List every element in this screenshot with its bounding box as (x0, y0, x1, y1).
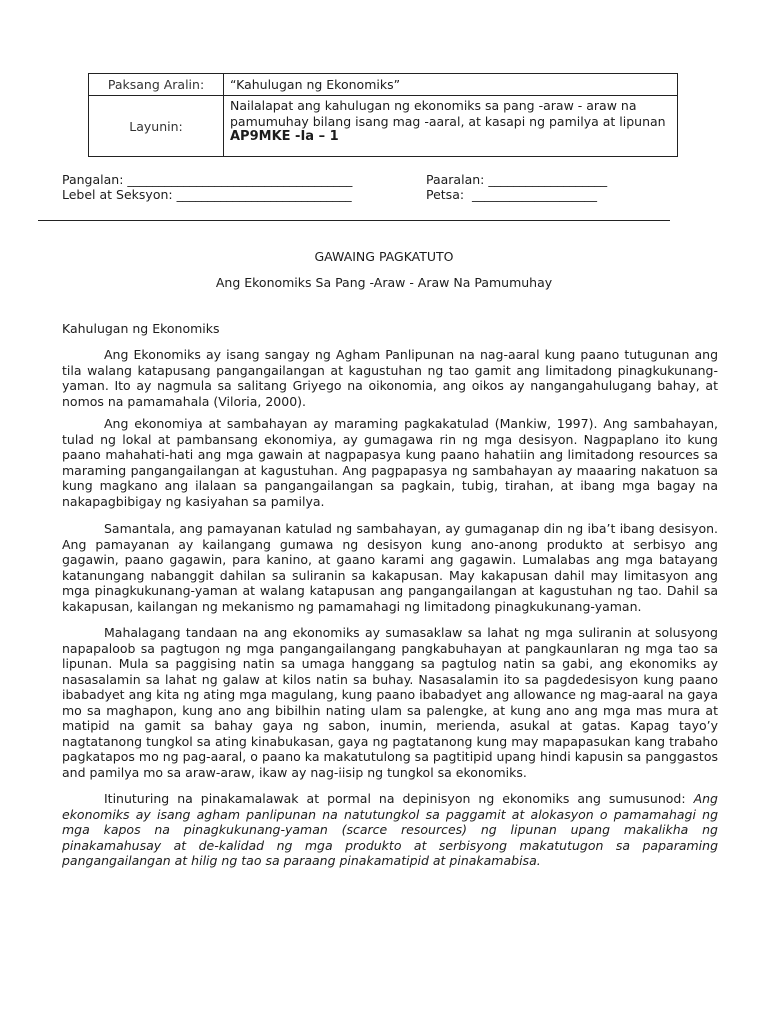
petsa-field: Petsa: ____________________ (426, 187, 598, 202)
lesson-header-table (88, 73, 678, 157)
paragraph-2: Ang ekonomiya at sambahayan ay maraming pagkakatulad (Mankiw, 1997). Ang sambahayan, tulad ng lokal at pambansang ekonomiya, ay gumagawa rin ng mga desisyon. Nagpaplano ito kung paano mahahati-hati ang mga gawain at nagpapasya kung paano hahatiin ang limitadong resources sa maraming pangangailangan at kagustuhan. Ang pagpapasya ng sambahayan ay maaaring nakatuon sa kung magkano ang ilalaan sa pangangailangan sa pagkain, tubig, tirahan, at ibang mga bagay na nakapagbibigay ng kasiyahan sa pamilya. (62, 416, 718, 509)
paksang-aralin-value: “Kahulugan ng Ekonomiks” (224, 74, 678, 96)
definition-lead: Itinuturing na pinakamalawak at pormal na depinisyon ng ekonomiks ang sumusunod: (104, 791, 694, 806)
paragraph-3: Samantala, ang pamayanan katulad ng sambahayan, ay gumaganap din ng iba’t ibang desisyon. Ang pamayanan ay kailangang gumawa ng desisyon kung ano-anong produkto at serbisyo ang gagawin, paano gagawin, para kanino, at gaano karami ang gagawin. Lumalabas ang mga batayang katanungang nabanggit dahilan sa suliranin sa kakapusan. May kakapusan dahil may limitasyon ang mga pinagkukunang-yaman at walang katapusan ang pangangailangan at kagustuhan ng tao. Dahil sa kakapusan, kailangan ng mekanismo ng pamamahagi ng limitadong pinagkukunang-yaman. (62, 521, 718, 614)
paragraph-4: Mahalagang tandaan na ang ekonomiks ay sumasaklaw sa lahat ng mga suliranin at solusyong napapaloob sa pagtugon ng mga pangangailangang pangkabuhayan at pangkaunlaran ng mga tao sa lipunan. Mula sa paggising natin sa umaga hanggang sa pagtulog natin sa gabi, ang ekonomiks ay nasasalamin sa lahat ng galaw at kilos natin sa buhay. Nasasalamin ito sa pagdedesisyon kung paano ibabadyet ang kita ng ating mga magulang, kung paano ibabadyet ang allowance ng mag-aaral na gaya mo sa maghapon, kung ano ang bibilhin nating ulam sa palengke, at kung ano ang mga mas mura at matipid na gamit sa bahay gaya ng sabon, inumin, merienda, asukal at gatas. Kapag tayo’y nagtatanong tungkol sa ating kinabukasan, gaya ng pagtatanong kung may mapapasukan kang trabaho pagkatapos mo ng pag-aaral, o paano ka makatutulong sa pagtitipid upang hindi kapusin sa panggastos and pamilya mo sa araw-araw, ikaw ay nag-iisip ng tungkol sa ekonomiks. (62, 625, 718, 780)
paragraph-1: Ang Ekonomiks ay isang sangay ng Agham Panlipunan na nag-aaral kung paano tutugunan ang tila walang katapusang pangangailangan at kagustuhan ng tao gamit ang limitadong pinagkukunang-yaman. Ito ay nagmula sa salitang Griyego na oikonomia, ang oikos ay nangangahulugang bahay, at nomos na pamamahala (Viloria, 2000). (62, 347, 718, 409)
paragraph-5 (62, 791, 718, 869)
layunin-line-1: Nailalapat ang kahulugan ng ekonomiks sa pang -araw - araw na (230, 98, 637, 113)
horizontal-divider (38, 220, 670, 221)
competency-code: AP9MKE -Ia – 1 (230, 129, 339, 144)
layunin-line-2: pamumuhay bilang isang mag -aaral, at kasapi ng pamilya at lipunan (230, 113, 666, 129)
lebel-seksyon-field: Lebel at Seksyon: ____________________________ (62, 187, 352, 202)
sub-title: Ang Ekonomiks Sa Pang -Araw - Araw Na Pamumuhay (215, 275, 553, 290)
paksang-aralin-label: Paksang Aralin: (89, 74, 224, 96)
main-title: GAWAING PAGKATUTO (314, 249, 454, 264)
layunin-label: Layunin: (89, 96, 224, 157)
section-title: Kahulugan ng Ekonomiks (62, 321, 220, 336)
layunin-row (89, 96, 678, 157)
pangalan-field: Pangalan: ____________________________________ (62, 172, 353, 187)
paaralan-field: Paaralan: ___________________ (426, 172, 608, 187)
definition-text: Ang ekonomiks ay isang agham panlipunan na natutungkol sa paggamit at alokasyon o pamamahagi ng mga kapos na pinagkukunang-yaman (scarce resources) ng lipunan upang makalikha ng pinakamahusay at de-kalidad ng mga produkto at serbisyong makatutugon sa paparaming pangangailangan at hilig ng tao sa paraang pinakamatipid at pinakamabisa. (62, 791, 718, 868)
paksang-aralin-row (89, 74, 678, 96)
layunin-value (224, 96, 678, 157)
